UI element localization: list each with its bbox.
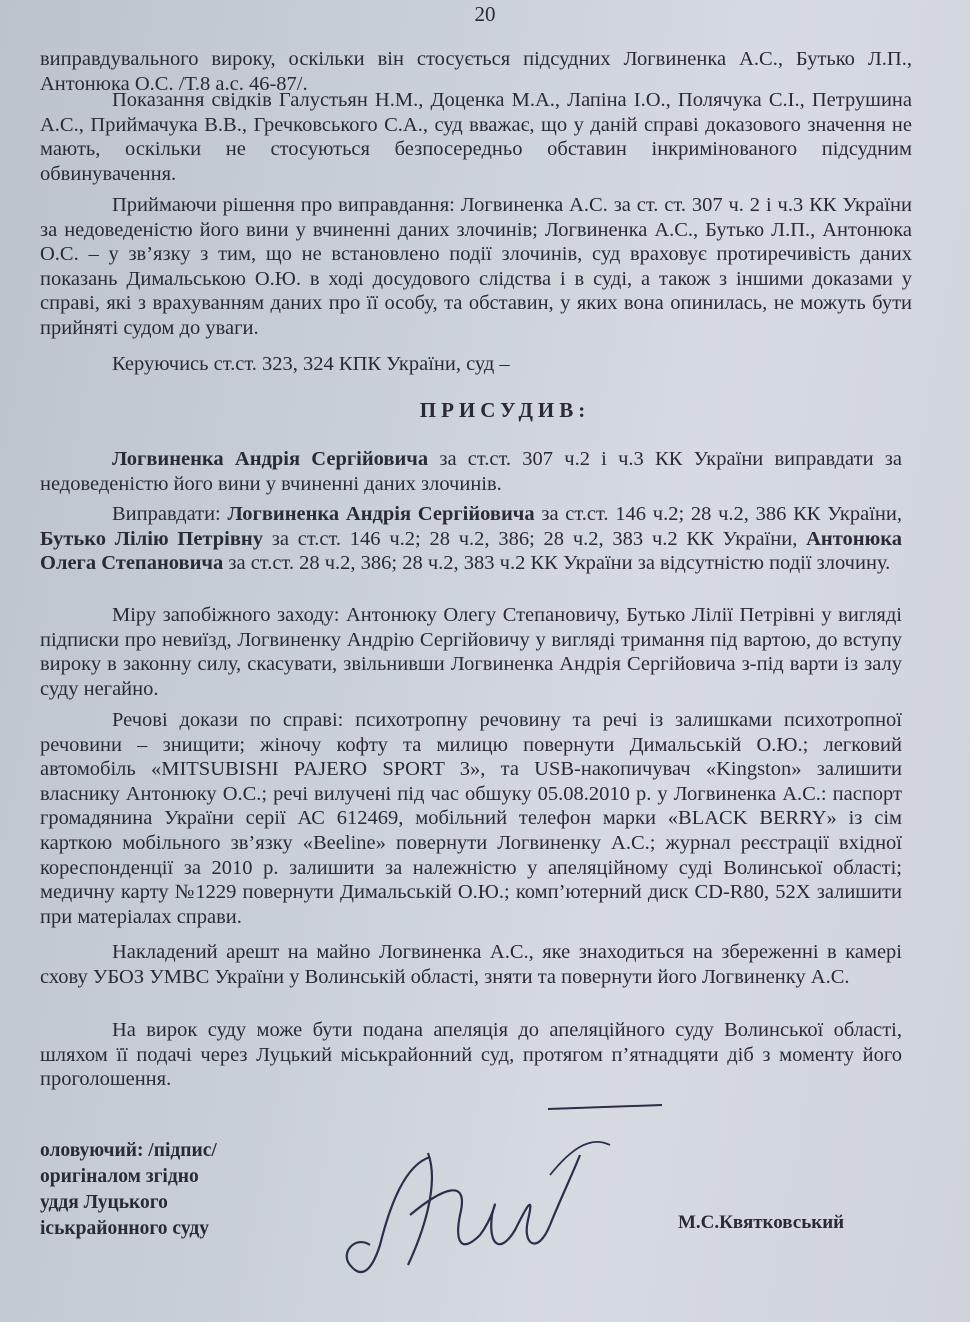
paragraph-witnesses: Показання свідків Галустьян Н.М., Доценка М.А., Лапіна І.О., Полячука С.І., Петрушина А.С., Приймачука В.В., Гречковського С.А., суд вважає, що у даній справі доказового значення не мають, оскільки не стосуються безпосередньо обставин інкримінованого підсудним обвинувачення. xyxy=(40,89,912,185)
verdict-text: Виправдати: xyxy=(112,503,228,525)
paragraph-acquittal-reasoning: Приймаючи рішення про виправдання: Логвиненка А.С. за ст. ст. 307 ч. 2 і ч.3 КК України за недоведеністю його вини у вчиненні даних злочинів; Логвиненка А.С., Бутько Л.П., Антонюка О.С. – у зв’язку з тим, що не встановлено події злочинів, суд враховує протиречивість даних показань Димальською О.Ю. в ході досудового слідства і в суді, а також з іншими доказами у справі, які з врахуванням даних про її особу, та обставин, у яких вона опинилась, не можуть бути прийняті судом до уваги. xyxy=(40,194,912,339)
verdict-text: за ст.ст. 307 ч.2 і ч.3 КК України виправдати за недоведеністю його вини у вчиненні даних злочинів. xyxy=(40,448,902,495)
verdict-item-1 xyxy=(40,447,902,496)
handwritten-signature xyxy=(310,1095,690,1285)
presiding-line: оловуючий: /підпис/ xyxy=(40,1140,217,1161)
certified-line: оригіналом згідно xyxy=(40,1166,199,1187)
defendant-name: Антонюка Олега Степановича xyxy=(40,527,902,575)
paragraph-guided-by: Керуючись ст.ст. 323, 324 КПК України, суд – xyxy=(112,353,510,375)
court-name-line: іськрайонного суду xyxy=(40,1218,209,1239)
verdict-text: за ст.ст. 146 ч.2; 28 ч.2, 386 КК України, xyxy=(534,503,902,525)
verdict-text: за ст.ст. 28 ч.2, 386; 28 ч.2, 383 ч.2 КК України за відсутністю події злочину. xyxy=(223,552,891,575)
page-number: 20 xyxy=(474,2,496,26)
defendant-name: Бутько Лілію Петрівну xyxy=(40,527,263,550)
paragraph-1: виправдувального вироку, оскільки він стосується підсудних Логвиненка А.С., Бутько Л.П., Антонюка О.С. /Т.8 а.с. 46-87/. xyxy=(40,48,912,95)
defendant-name: Логвиненка Андрія Сергійовича xyxy=(112,448,429,470)
signature-block xyxy=(40,1138,300,1242)
defendant-name: Логвиненка Андрія Сергійовича xyxy=(227,503,535,525)
verdict-evidence: Речові докази по справі: психотропну речовину та речі із залишками психотропної речовини – знищити; жіночу кофту та милицю повернути Димальській О.Ю.; легковий автомобіль «MITSUBISHI PAJERO SPORT 3», та USB-накопичувач «Kingston» залишити власнику Антонюку О.С.; речі вилучені під час обшуку 05.08.2010 р. у Логвиненка А.С.: паспорт громадянина України серії АС 612469, мобільний телефон марки «BLACK BERRY» із сім карткою мобільного зв’язку «Beeline» повернути Логвиненку А.С.; журнал реєстрації вхідної кореспонденції за 2010 р. залишити за належністю у апеляційному суді Волинської області; медичну карту №1229 повернути Димальській О.Ю.; комп’ютерний диск CD-R80, 52X залишити при матеріалах справи. xyxy=(40,709,902,928)
verdict-item-2 xyxy=(40,502,902,576)
judge-title-line: уддя Луцького xyxy=(40,1192,168,1213)
verdict-heading: ПРИСУДИВ: xyxy=(419,398,591,422)
verdict-arrest: Накладений арешт на майно Логвиненка А.С., яке знаходиться на збереженні в камері схову УБОЗ УМВС України у Волинській області, зняти та повернути його Логвиненку А.С. xyxy=(40,941,902,988)
verdict-appeal: На вирок суду може бути подана апеляція до апеляційного суду Волинської області, шляхом її подачі через Луцький міськрайонний суд, протягом п’ятнадцяти діб з моменту його проголошення. xyxy=(40,1019,902,1091)
verdict-text: за ст.ст. 146 ч.2; 28 ч.2, 386; 28 ч.2, 383 ч.2 КК України, xyxy=(262,527,807,550)
verdict-preventive-measure: Міру запобіжного заходу: Антонюку Олегу Степановичу, Бутько Лілії Петрівні у вигляді підписки про невиїзд, Логвиненку Андрію Сергійовичу у вигляді тримання під вартою, до вступу вироку в законну силу, скасувати, звільнивши Логвиненка Андрія Сергійовича з-під варти із залу суду негайно. xyxy=(40,604,902,700)
judge-name: М.С.Квятковський xyxy=(678,1212,845,1233)
